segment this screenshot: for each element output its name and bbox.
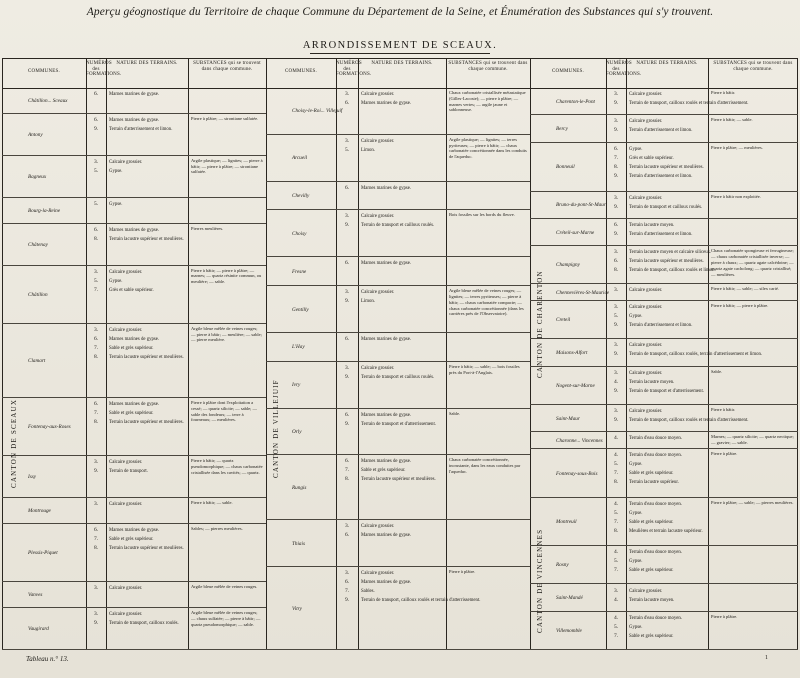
substances-list: Sable. xyxy=(449,410,461,416)
commune-name: Chevilly xyxy=(292,193,310,200)
table-row xyxy=(530,546,798,584)
table-row xyxy=(2,324,266,398)
substances-list xyxy=(449,335,527,361)
formation-numbers: 3. 9. xyxy=(344,213,350,229)
table-row xyxy=(530,246,798,284)
formation-numbers: 3. 6. 7. 8. xyxy=(93,326,99,360)
table-row xyxy=(266,257,530,286)
table-row xyxy=(2,198,266,224)
table-row xyxy=(530,405,798,432)
commune-name: Montreuil xyxy=(556,519,577,526)
substances-list: Argile bleue mêlée de veines rouges; — pierre à bâtir; — meulière; — sable; — pierre meulière. xyxy=(191,325,262,343)
formation-numbers: 3. xyxy=(613,287,619,294)
table-row xyxy=(530,585,798,612)
table-row xyxy=(530,301,798,339)
table-number: Tableau n.° 13. xyxy=(26,655,69,663)
commune-name: Bercy xyxy=(556,126,568,133)
terrain-nature: Terrain d'eau douce moyen. Gypse. Sable et grès supérieur. Terrain lacustre supérieur. xyxy=(629,453,683,486)
terrain-nature: Marnes marines de gypse. xyxy=(109,92,160,97)
terrain-nature: Gypse. Grès et sable supérieur. Terrain lacustre supérieur et meulières. Terrain d'atterrissement et limon. xyxy=(629,146,704,179)
substances-list xyxy=(449,522,527,566)
substances-list xyxy=(449,184,527,210)
substances-list xyxy=(191,200,263,223)
commune-name: Arcueil xyxy=(292,155,308,162)
commune-name: Fresne xyxy=(292,268,307,275)
substances-list: Pierre à plâtre. xyxy=(449,569,476,575)
commune-name: Rosny xyxy=(556,562,569,569)
formation-numbers: 3. xyxy=(93,501,99,508)
commune-name: Montrouge xyxy=(28,508,51,515)
terrain-nature: Calcaire grossier. Marnes marines de gypse. xyxy=(361,524,412,539)
table-row xyxy=(2,398,266,456)
table-row xyxy=(266,567,530,650)
header-numeros: NUMÉROS des FORMATIONS. xyxy=(86,61,122,77)
commune-name: Vitry xyxy=(292,605,302,612)
substances-list: Pierre à bâtir; — sable; — silex carié. xyxy=(711,286,779,292)
table-row xyxy=(530,88,798,115)
table-row xyxy=(2,114,266,156)
substances-list: Bois fossiles sur les bords du fleuve. xyxy=(449,212,515,218)
table-row xyxy=(2,156,266,198)
header-nature: NATURE DES TERRAINS. xyxy=(636,61,698,66)
substances-list: Marnes; — quartz silicite; — quartz nectique; — gravier; — sable. xyxy=(711,434,794,446)
header-substances: SUBSTANCES qui se trouvent dans chaque commune. xyxy=(713,61,793,72)
table-row xyxy=(266,88,530,135)
formation-numbers: 3. 9. xyxy=(93,459,99,475)
canton-label: CANTON DE VILLEJUIF xyxy=(272,379,280,478)
formation-numbers: 3. 5. 7. xyxy=(93,268,99,293)
table-row xyxy=(266,409,530,456)
panel-1 xyxy=(2,58,266,650)
terrain-nature: Calcaire grossier. Limon. xyxy=(361,290,395,305)
commune-name: Choisy xyxy=(292,230,307,237)
substances-list: Argile bleue mêlée de veines rouges. xyxy=(191,584,258,590)
formation-numbers: 4. 5. 7. 8. xyxy=(613,500,619,534)
table-row xyxy=(2,456,266,498)
terrain-nature: Terrain d'eau douce moyen. Gypse. Sable et grès supérieur. Meulières et terrain lacustre supérieur. xyxy=(629,501,703,534)
terrain-nature: Marnes marines de gypse. Terrain lacustre supérieur et meulières. xyxy=(109,227,184,242)
table-row xyxy=(530,432,798,449)
header-numeros: NUMÉROS des FORMATIONS. xyxy=(606,61,642,77)
column-header-row xyxy=(530,58,798,89)
table-row xyxy=(2,498,266,524)
table-row xyxy=(2,224,266,266)
commune-name: Issy xyxy=(28,474,37,481)
substances-list: Pierre à plâtre; — strontiane sulfatée. xyxy=(191,115,259,121)
substances-list: Pierre à plâtre dont l'exploitation a cessé; — quartz silicite; — sable; — sable des fondeurs; — terre à fourneaux; — meulières. xyxy=(191,400,257,423)
formation-numbers: 6. 7. 8. xyxy=(344,458,350,483)
formation-numbers: 6. 7. 8. 9. xyxy=(613,145,619,179)
terrain-nature: Marnes marines de gypse. Sable et grès supérieur. Terrain lacustre supérieur et meulières. xyxy=(109,528,184,552)
terrain-nature: Marnes marines de gypse. Sable et grès supérieur. Terrain lacustre supérieur et meulières. xyxy=(361,459,436,483)
formation-numbers: 3. 6. 7. 9. xyxy=(344,570,350,604)
substances-list: Pierre à bâtir; — sable; — bois fossiles près du Port-à-l'Anglais. xyxy=(449,363,520,375)
substances-list: Pierre à plâtre; — meulières. xyxy=(711,144,763,150)
commune-name: Bagneux xyxy=(28,173,47,180)
panel-3 xyxy=(530,58,798,650)
terrain-nature: Marnes marines de gypse. xyxy=(361,336,412,342)
terrain-nature: Calcaire grossier. Terrain d'atterrissement et limon. xyxy=(629,119,693,134)
substances-list: Sable. xyxy=(711,368,723,374)
commune-name: L'Hay xyxy=(292,344,305,351)
commune-name: Thiais xyxy=(292,540,305,547)
substances-list: Pierre à bâtir; — sable. xyxy=(711,117,753,123)
commune-name: Villemomble xyxy=(556,627,582,634)
commune-name: Vanves xyxy=(28,592,43,599)
substances-list: Pierres meulières. xyxy=(191,225,224,231)
terrain-nature: Calcaire grossier. xyxy=(109,586,143,592)
substances-list: Pierre à bâtir. xyxy=(711,406,736,412)
commune-name: Maisons-Alfort xyxy=(556,350,588,357)
substances-list: Pierre à bâtir; — pierre à plâtre; — marnes; — quartz résinite commun, ou meulière; — sable. xyxy=(191,267,262,285)
canton-label: CANTON DE CHARENTON xyxy=(536,270,544,378)
formation-numbers: 3. 5. xyxy=(344,137,350,153)
terrain-nature: Calcaire grossier. Gypse. Terrain d'atterrissement et limon. xyxy=(629,305,693,329)
formation-numbers: 3. 6. xyxy=(344,523,350,539)
substances-list xyxy=(711,221,795,245)
commune-name: Châtenay xyxy=(28,241,48,248)
terrain-nature: Terrain d'eau douce moyen. xyxy=(629,436,683,442)
commune-name: Bruno-du-pont-St-Maur xyxy=(556,202,606,209)
terrain-nature: Marnes marines de gypse. xyxy=(361,185,412,191)
formation-numbers: 3. 9. xyxy=(613,342,619,358)
substances-list: Pierre à bâtir; — sable. xyxy=(191,500,233,506)
terrain-nature: Terrain d'eau douce moyen. Gypse. Sable et grès supérieur. xyxy=(629,550,683,574)
commune-name: Châtillon... Sceaux xyxy=(28,97,68,104)
formation-numbers: 4. 5. 7. 8. xyxy=(613,452,619,486)
terrain-nature: Marnes marines de gypse. xyxy=(361,261,412,267)
commune-name: Orly xyxy=(292,429,302,436)
formation-numbers: 3. 9. xyxy=(344,364,350,380)
terrain-nature: Calcaire grossier. Terrain de transport, cailloux roulés, terrain d'atterrissement et limon. xyxy=(629,343,763,358)
formation-numbers: 3. 9. xyxy=(613,407,619,423)
terrain-nature: Calcaire grossier. Marnes marines de gypse. Sable et grès supérieur. Terrain lacustre supérieur et meulières. xyxy=(109,327,184,360)
formation-numbers: 6. 9. xyxy=(344,411,350,427)
table-row xyxy=(530,284,798,301)
commune-name: Charonne... Vincennes xyxy=(556,437,603,444)
terrain-nature: Calcaire grossier. Terrain de transport, cailloux roulés et terrain d'atterrissement. xyxy=(629,408,749,423)
table-row xyxy=(266,362,530,409)
header-nature: NATURE DES TERRAINS. xyxy=(116,61,178,66)
terrain-nature: Calcaire grossier. Terrain de transport. xyxy=(109,460,148,475)
formation-numbers: 3. 4. 9. xyxy=(613,369,619,394)
substances-list: Chaux carbonatée concrétionnée, incrustante, dans les eaux conduites par l'aqueduc. xyxy=(449,457,521,475)
terrain-nature: Calcaire grossier. xyxy=(109,502,143,508)
header-substances: SUBSTANCES qui se trouvent dans chaque commune. xyxy=(193,61,261,72)
formation-numbers: 3. 9. xyxy=(93,611,99,626)
panel-2 xyxy=(266,58,530,650)
document-title: Aperçu géognostique du Territoire de chaque Commune du Département de la Seine, et Énumération des Substances qui s'y trouvent. xyxy=(86,6,714,18)
formation-numbers: 6. 7. 8. xyxy=(93,401,99,426)
commune-name: Champigny xyxy=(556,262,580,269)
commune-name: Fontenay-sous-Bois xyxy=(556,470,598,477)
commune-name: Saint-Mandé xyxy=(556,595,583,602)
substances-list xyxy=(711,548,795,583)
formation-numbers: 3. 9. xyxy=(613,194,619,210)
formation-numbers: 3. 9. xyxy=(344,289,350,305)
commune-name: Vaugirard xyxy=(28,625,49,632)
substances-list: Argile plastique; — lignites; — pierre à bâtir; — pierre à plâtre; — strontiane sulfatée. xyxy=(191,157,263,175)
formation-numbers: 3. 9. xyxy=(613,118,619,134)
commune-name: Choisy-le-Roi... Villejuif xyxy=(292,108,343,115)
commune-name: Créteil-sur-Marne xyxy=(556,229,595,236)
terrain-nature: Calcaire grossier. Limon. xyxy=(361,138,395,153)
substances-list xyxy=(711,587,795,611)
formation-numbers: 3. 5. 9. xyxy=(613,304,619,329)
terrain-nature: Gypse. xyxy=(109,201,123,207)
commune-name: Charenton-le-Pont xyxy=(556,98,595,105)
column-header-row xyxy=(266,58,530,89)
terrain-nature: Marnes marines de gypse. Terrain de transport et d'atterrissement. xyxy=(361,412,436,427)
terrain-nature: Calcaire grossier. Marnes marines de gypse. Sables. Terrain de transport, cailloux roulés et terrain d'atterrissement. xyxy=(361,571,481,604)
commune-name: Antony xyxy=(28,131,43,138)
substances-list: Pierre à plâtre; — sable; — pierres meulières. xyxy=(711,499,794,505)
terrain-nature: Calcaire grossier. Gypse. xyxy=(109,159,143,174)
header-nature: NATURE DES TERRAINS. xyxy=(371,61,433,66)
table-row xyxy=(2,582,266,608)
table-row xyxy=(266,455,530,520)
substances-list xyxy=(449,259,527,285)
commune-name: Rungis xyxy=(292,484,307,491)
substances-list xyxy=(711,341,795,365)
table-row xyxy=(266,286,530,333)
formation-numbers: 6. xyxy=(344,335,350,342)
terrain-nature: Marnes marines de gypse. Terrain d'atterrissement et limon. xyxy=(109,117,173,132)
substances-list: Pierre à bâtir; — pierre à plâtre. xyxy=(711,303,769,309)
commune-name: Bourg-la-Reine xyxy=(28,207,61,214)
header-communes: COMMUNES. xyxy=(28,69,60,74)
table-row xyxy=(530,143,798,192)
formation-numbers: 6. 8. xyxy=(93,226,99,242)
table-row xyxy=(2,88,266,114)
commune-name: Bonneuil xyxy=(556,164,575,171)
formation-numbers: 4. 5. 7. xyxy=(613,549,619,574)
substances-list: Chaux carbonatée cristallisée métastatique (Gilles-Lacoste); — pierre à plâtre; — marnes vertes; — argile jaune et sablonneuse. xyxy=(449,90,526,113)
table-row xyxy=(530,339,798,366)
table-row xyxy=(266,135,530,182)
page-number: 1 xyxy=(765,655,768,661)
substances-list: Chaux carbonatée spongieuse et ferrugineuse; — chaux carbonatée cristallisée inverse; — pierre à chaux; — quartz agate calcédoine; — quartz agate cacholong; — quartz cristallisé; — meulières. xyxy=(711,248,794,277)
table-row xyxy=(2,608,266,650)
commune-name: Creteil xyxy=(556,317,571,324)
terrain-nature: Calcaire grossier. Terrain de transport et cailloux roulés. xyxy=(361,214,435,229)
substances-list: Pierre à bâtir; — quartz pseudomorphique; — chaux carbonatée cristallisée dans les cavités; — quartz. xyxy=(191,458,263,475)
terrain-nature: Calcaire grossier. xyxy=(629,288,663,294)
formation-numbers: 6. xyxy=(344,260,350,267)
table-row xyxy=(2,524,266,582)
table-row xyxy=(530,367,798,405)
row-divider xyxy=(266,649,530,650)
row-divider xyxy=(530,649,798,650)
header-communes: COMMUNES. xyxy=(285,69,317,74)
table-row xyxy=(530,612,798,650)
table-row xyxy=(530,115,798,142)
terrain-nature: Terrain lacustre moyen. Terrain d'atterrissement et limon. xyxy=(629,222,693,237)
header-numeros: NUMÉROS des FORMATIONS. xyxy=(336,61,372,77)
commune-name: Chennevières-St-Maurice xyxy=(556,289,610,296)
formation-numbers: 3. 4. xyxy=(613,587,619,603)
formation-numbers: 6. 9. xyxy=(613,221,619,237)
arrondissement-heading: ARRONDISSEMENT DE SCEAUX. xyxy=(302,40,498,51)
formation-numbers: 6. xyxy=(344,184,350,191)
formation-numbers: 4. xyxy=(613,435,619,442)
terrain-nature: Calcaire grossier. Terrain de transport et cailloux roulés. xyxy=(629,195,703,210)
formation-numbers: 6. 7. 8. xyxy=(93,527,99,552)
canton-label-vincennes: CANTON DE VINCENNES xyxy=(536,528,544,633)
substances-list: Pierre à bâtir non exploitée. xyxy=(711,193,761,199)
table-row xyxy=(266,520,530,567)
header-substances: SUBSTANCES qui se trouvent dans chaque commune. xyxy=(448,61,528,72)
column-header-row xyxy=(2,58,266,89)
substances-list xyxy=(191,90,263,113)
commune-name: Clamart xyxy=(28,357,46,364)
formation-numbers: 6. 9. xyxy=(93,116,99,132)
commune-name: Gentilly xyxy=(292,306,309,313)
formation-numbers: 6. xyxy=(93,91,99,97)
table-row xyxy=(266,333,530,362)
terrain-nature: Calcaire grossier. Terrain de transport et cailloux roulés. xyxy=(361,365,435,380)
formation-numbers: 3. xyxy=(93,585,99,592)
substances-list: Argile plastique; — lignites; — terres pyriteuses; — pierre à bâtir; — chaux carbonatée concrétionnée dans les conduits de l'aqueduc. xyxy=(449,136,527,160)
commune-name: Plessis-Piquet xyxy=(28,550,58,557)
row-divider xyxy=(2,649,266,650)
terrain-nature: Terrain lacustre moyen et calcaire siliceux. Terrain lacustre supérieur et meulières. Terrain de transport, cailloux roulés et limon. xyxy=(629,250,716,274)
formation-numbers: 3. 5. xyxy=(93,158,99,174)
terrain-nature: Calcaire grossier. Terrain de transport, cailloux roulés. xyxy=(109,612,179,626)
formation-numbers: 5. xyxy=(93,200,99,207)
substances-list: Pierre à bâtir. xyxy=(711,90,736,95)
table-row xyxy=(530,192,798,219)
substances-list: Argile bleue mêlée de veines rouges; — chaux sulfatée; — pierre à bâtir; — quartz pseudomorphique; — sable. xyxy=(191,610,261,627)
terrain-nature: Marnes marines de gypse. Sable et grès supérieur. Terrain lacustre supérieur et meulières. xyxy=(109,402,184,426)
header-communes: COMMUNES. xyxy=(552,69,584,74)
substances-list: Pierre à plâtre. xyxy=(711,451,738,457)
terrain-nature: Calcaire grossier. Marnes marines de gypse. xyxy=(361,92,412,106)
table-row xyxy=(266,182,530,211)
formation-numbers: 3. 6. xyxy=(344,91,350,106)
table-row xyxy=(266,210,530,257)
table-row xyxy=(530,449,798,498)
terrain-nature: Terrain d'eau douce moyen. Gypse. Sable et grès supérieur. xyxy=(629,615,683,639)
substances-list: Sables; — pierres meulières. xyxy=(191,526,243,532)
substances-list: Pierre à plâtre. xyxy=(711,613,738,619)
terrain-nature: Calcaire grossier. Terrain lacustre moyen. xyxy=(629,588,675,603)
terrain-nature: Calcaire grossier. Terrain lacustre moyen. Terrain de transport et d'atterrissement. xyxy=(629,370,704,394)
canton-label: CANTON DE SCEAUX xyxy=(10,398,18,488)
substances-list: Argile bleue mêlée de veines rouges; — lignites; — terres pyriteuses; — pierre à bâtir; — chaux carbonatée compacte; — chaux carbonatée concrétionnée (dans les carrières près de l'Observatoire). xyxy=(449,288,524,317)
commune-name: Nogent-sur-Marne xyxy=(556,382,595,389)
commune-name: Fontenay-aux-Roses xyxy=(28,424,71,431)
table-row xyxy=(530,219,798,246)
commune-name: Saint-Maur xyxy=(556,415,580,422)
heading-rule xyxy=(310,53,490,54)
terrain-nature: Calcaire grossier. Terrain de transport, cailloux roulés et terrain d'atterrissement. xyxy=(629,92,749,106)
formation-numbers: 3. 6. 8. xyxy=(613,249,619,274)
table-row xyxy=(530,498,798,547)
formation-numbers: 4. 5. 7. xyxy=(613,614,619,639)
commune-name: Châtillon xyxy=(28,291,48,298)
commune-name: Ivry xyxy=(292,382,301,389)
terrain-nature: Calcaire grossier. Gypse. Grès et sable supérieur. xyxy=(109,269,154,293)
table-row xyxy=(2,266,266,324)
formation-numbers: 3. 9. xyxy=(613,91,619,106)
